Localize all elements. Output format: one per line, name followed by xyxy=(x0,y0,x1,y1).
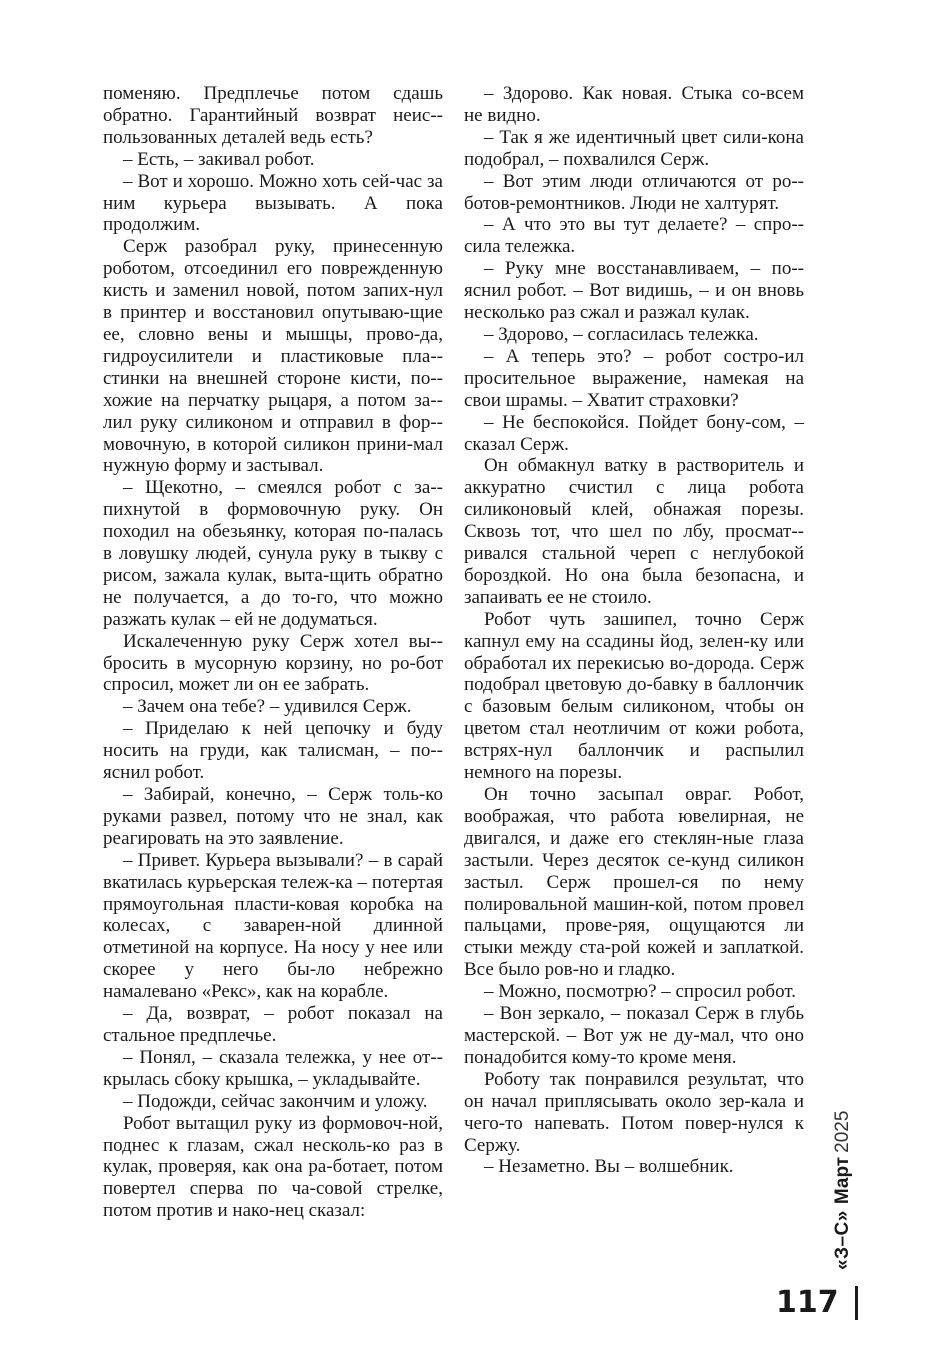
paragraph: – Подожди, сейчас закончим и уложу. xyxy=(123,1090,428,1112)
paragraph: – Незаметно. Вы – волшебник. xyxy=(484,1156,734,1178)
paragraph: – Да, возврат, – робот показал на стальное предплечье. xyxy=(103,1003,443,1046)
paragraph: – Зачем она тебе? – удивился Серж. xyxy=(123,696,412,718)
paragraph: Робот вытащил руку из формовоч-ной, поднес к глазам, сжал несколь-ко раз в кулак, проверяя, как она ра-ботает, потом повертел сперва по ча-совой стрелке, потом против и нако-нец сказал: xyxy=(103,1112,443,1222)
paragraph: – Можно, посмотрю? – спросил робот. xyxy=(484,981,796,1003)
page-number: 117 xyxy=(776,1285,839,1320)
paragraph: – Привет. Курьера вызывали? – в сарай вкатилась курьерская тележ-ка – потертая прямоугольная пласти-ковая коробка на колесах, с заварен-ной длинной отметиной на корпусе. На носу у нее или скорее у него бы-ло небрежно намалевано «Рекс», как на корабле. xyxy=(103,849,443,1003)
paragraph: Он точно засыпал овраг. Робот, воображая, что работа ювелирная, не двигался, и даже его стеклян-ные глаза застыли. Через десяток се-кунд силикон застыл. Серж прошел-ся по нему полировальной машин-кой, потом провел пальцами, прове-ряя, ощущаются ли стыки между ста-рой кожей и заплаткой. Все было ров-но и гладко. xyxy=(464,784,804,981)
paragraph: – Здорово, – согласилась тележка. xyxy=(484,323,759,345)
paragraph: – Вот этим люди отличаются от ро-ботов-ремонтников. Люди не халтурят. xyxy=(464,170,804,214)
running-footer xyxy=(832,1111,854,1270)
magazine-name: «З–С» xyxy=(832,1210,853,1270)
paragraph: – Руку мне восстанавливаем, – по-яснил робот. – Вот видишь, – и он вновь несколько раз сжал и разжал кулак. xyxy=(464,258,804,324)
paragraph: – Есть, – закивал робот. xyxy=(123,148,315,170)
paragraph: Искалеченную руку Серж хотел вы-бросить в мусорную корзину, но ро-бот спросил, может ли он ее забрать. xyxy=(103,630,443,696)
issue-year: 2025 xyxy=(832,1110,853,1153)
paragraph: – Забирай, конечно, – Серж толь-ко руками развел, потому что не знал, как реагировать на это заявление. xyxy=(103,784,443,849)
left-text-column xyxy=(103,83,443,1222)
right-text-column xyxy=(464,83,804,1178)
paragraph: Роботу так понравился результат, что он начал приплясывать около зер-кала и чего-то напевать. Потом повер-нулся к Сержу. xyxy=(464,1068,804,1156)
paragraph: поменяю. Предплечье потом сдашь обратно. Гарантийный возврат неис-пользованных деталей ведь есть? xyxy=(103,83,443,148)
paragraph: – Так я же идентичный цвет сили-кона подобрал, – похвалился Серж. xyxy=(464,126,804,170)
issue-month: Март xyxy=(832,1156,853,1205)
paragraph: – Вон зеркало, – показал Серж в глубь мастерской. – Вот уж не ду-мал, что оно понадобится кому-то кроме меня. xyxy=(464,1003,804,1068)
paragraph: – Щекотно, – смеялся робот с за-пихнутой в формовочную руку. Он походил на обезьянку, которая по-палась в ловушку людей, сунула руку в тыкву с рисом, зажала кулак, выта-щить обратно не получается, а до то-го, что можно разжать кулак – ей не додуматься. xyxy=(103,477,443,630)
paragraph: – Вот и хорошо. Можно хоть сей-час за ним курьера вызывать. А пока продолжим. xyxy=(103,170,443,236)
paragraph: – Приделаю к ней цепочку и буду носить на груди, как талисман, – по-яснил робот. xyxy=(103,718,443,784)
paragraph: Робот чуть зашипел, точно Серж капнул ему на ссадины йод, зелен-ку или обработал их перекисью во-дорода. Серж подобрал цветовую до-бавку в баллончик с базовым белым силиконом, чтобы он цветом стал неотличим от кожи робота, встрях-нул баллончик и распылил немного на порезы. xyxy=(464,608,804,784)
paragraph: – Здорово. Как новая. Стыка со-всем не видно. xyxy=(464,83,804,126)
paragraph: Он обмакнул ватку в растворитель и аккуратно счистил с лица робота силиконовый клей, обнажая порезы. Сквозь тот, что шел по лбу, просмат-ривался стальной череп с неглубокой бороздкой. Но она была безопасна, и запаивать ее не стоило. xyxy=(464,455,804,608)
paragraph: – Не беспокойся. Пойдет бону-сом, – сказал Серж. xyxy=(464,411,804,455)
page-number-rule xyxy=(855,1286,858,1320)
paragraph: – А что это вы тут делаете? – спро-сила тележка. xyxy=(464,214,804,258)
paragraph: – А теперь это? – робот состро-ил просительное выражение, намекая на свои шрамы. – Хватит страховки? xyxy=(464,345,804,411)
paragraph: – Понял, – сказала тележка, у нее от-крылась сбоку крышка, – укладывайте. xyxy=(103,1046,443,1090)
paragraph: Серж разобрал руку, принесенную роботом, отсоединил его поврежденную кисть и заменил новой, потом запих-нул в принтер и восстановил опутываю-щие ее, словно вены и мышцы, прово-да, гидроусилители и пластиковые пла-стинки на внешней стороне кисти, по-хожие на перчатку рыцаря, а потом за-лил руку силиконом и отправил в фор-мовочную, в которой силикон прини-мал нужную форму и застывал. xyxy=(103,236,443,477)
